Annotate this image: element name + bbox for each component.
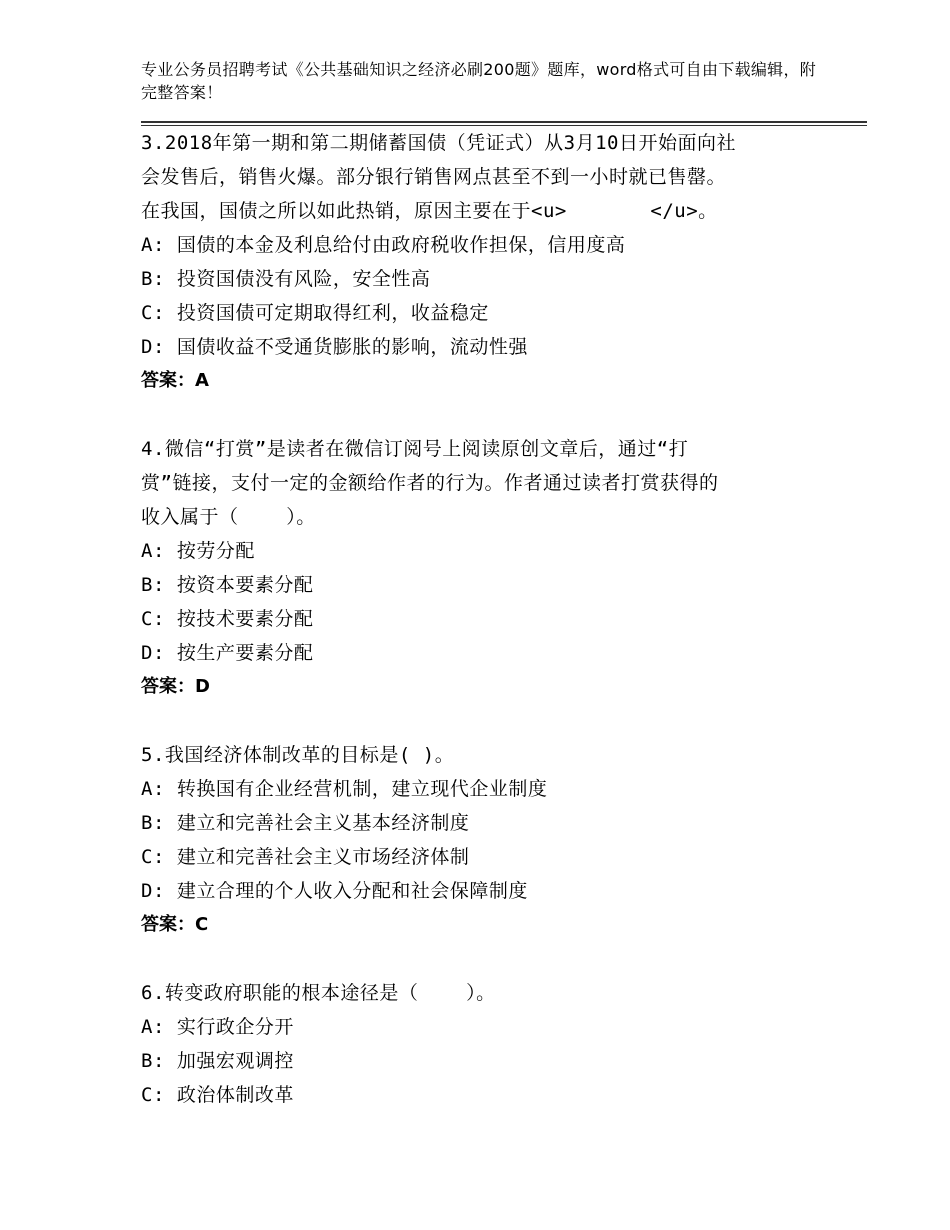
- option-b: B: 按资本要素分配: [141, 574, 314, 596]
- option-c: C: 建立和完善社会主义市场经济体制: [141, 846, 470, 868]
- question-stem-line: 5.我国经济体制改革的目标是( )。: [141, 744, 455, 766]
- option-c: C: 投资国债可定期取得红利，收益稳定: [141, 302, 489, 324]
- option-a: A: 按劳分配: [141, 540, 255, 562]
- option-d: D: 按生产要素分配: [141, 642, 314, 664]
- question-3: [141, 126, 821, 398]
- question-stem-line: 3.2018年第一期和第二期储蓄国债（凭证式）从3月10日开始面向社: [141, 132, 736, 154]
- question-stem-line: 赏”链接，支付一定的金额给作者的行为。作者通过读者打赏获得的: [141, 472, 719, 494]
- answer-label: 答案：C: [141, 914, 209, 935]
- option-d: D: 国债收益不受通货膨胀的影响，流动性强: [141, 336, 528, 358]
- question-6: [141, 976, 821, 1112]
- question-stem-line: 4.微信“打赏”是读者在微信订阅号上阅读原创文章后，通过“打: [141, 438, 689, 460]
- option-b: B: 建立和完善社会主义基本经济制度: [141, 812, 470, 834]
- question-stem-line: 收入属于（ ）。: [141, 506, 316, 528]
- option-a: A: 实行政企分开: [141, 1016, 294, 1038]
- question-stem-line: 6.转变政府职能的根本途径是（ ）。: [141, 982, 496, 1004]
- question-5: [141, 738, 821, 942]
- option-b: B: 加强宏观调控: [141, 1050, 294, 1072]
- question-stem-line: 在我国，国债之所以如此热销，原因主要在于<u> </u>。: [141, 200, 718, 222]
- option-b: B: 投资国债没有风险，安全性高: [141, 268, 431, 290]
- option-a: A: 转换国有企业经营机制，建立现代企业制度: [141, 778, 548, 800]
- question-list: [141, 126, 821, 1146]
- question-4: [141, 432, 821, 704]
- page-header: 专业公务员招聘考试《公共基础知识之经济必刷200题》题库，word格式可自由下载编辑，附完整答案！: [141, 60, 817, 102]
- option-c: C: 按技术要素分配: [141, 608, 314, 630]
- question-stem-line: 会发售后，销售火爆。部分银行销售网点甚至不到一小时就已售罄。: [141, 166, 727, 188]
- option-d: D: 建立合理的个人收入分配和社会保障制度: [141, 880, 528, 902]
- option-a: A: 国债的本金及利息给付由政府税收作担保，信用度高: [141, 234, 626, 256]
- answer-label: 答案：A: [141, 370, 209, 391]
- header-divider-thick: [141, 121, 867, 123]
- answer-label: 答案：D: [141, 676, 210, 697]
- option-c: C: 政治体制改革: [141, 1084, 294, 1106]
